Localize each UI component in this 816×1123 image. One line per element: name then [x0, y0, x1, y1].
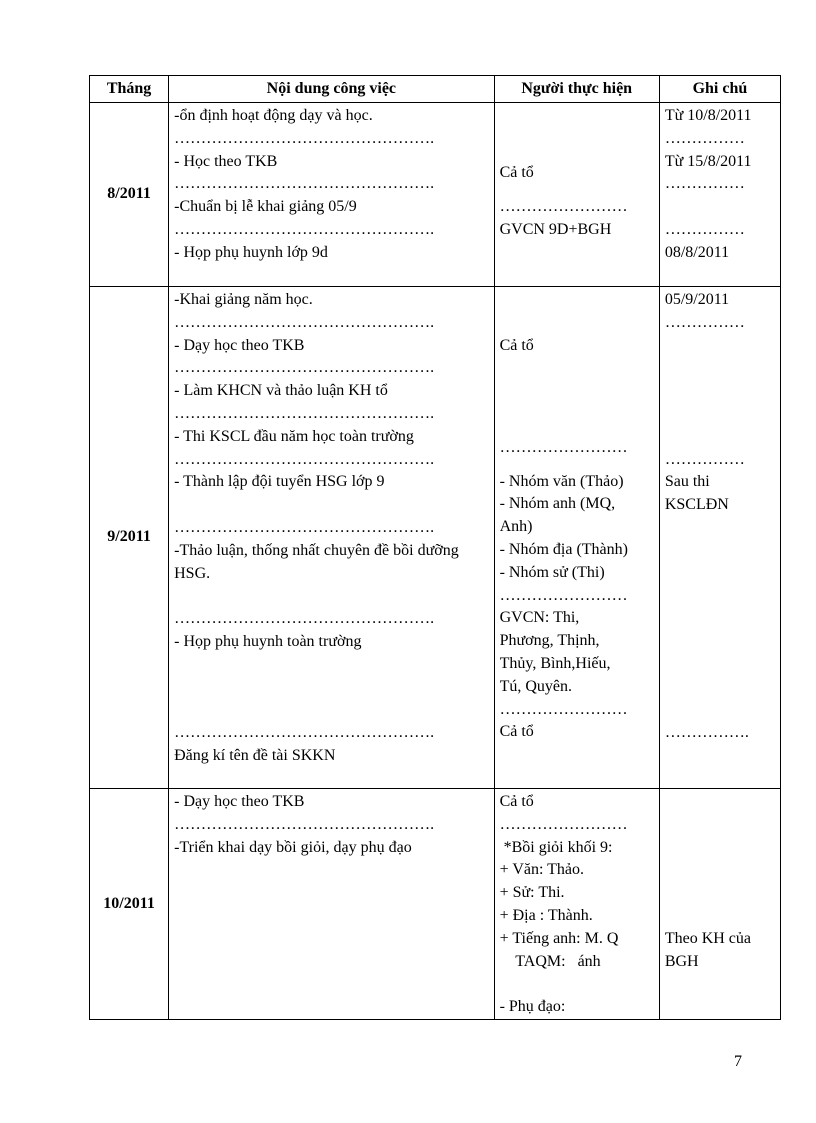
note-line: Sau thi	[664, 473, 710, 491]
content-line: -Chuẩn bị lễ khai giảng 05/9	[174, 198, 357, 216]
content-line: ………………………………………….	[174, 724, 435, 742]
person-line	[500, 105, 654, 128]
note-cell	[659, 789, 780, 1020]
work-plan-table	[89, 75, 781, 1020]
person-line: + Sử: Thi.	[499, 884, 565, 902]
note-line	[665, 996, 775, 1019]
person-line: TAQM: ánh	[499, 952, 601, 970]
person-line: Thủy, Bình,Hiếu,	[499, 654, 611, 672]
person-line: + Tiếng anh: M. Q	[499, 929, 619, 947]
table-row	[90, 103, 781, 287]
note-line	[665, 837, 775, 860]
note-line	[665, 608, 775, 631]
person-cell	[494, 789, 659, 1020]
note-cell	[659, 287, 780, 789]
content-line: ………………………………………….	[174, 220, 435, 238]
note-line: ……………	[664, 450, 745, 468]
person-line: Phương, Thịnh,	[499, 632, 600, 650]
note-line	[665, 677, 775, 700]
person-line: - Nhóm địa (Thành)	[499, 540, 628, 558]
person-line: Tú, Quyên.	[499, 677, 573, 695]
person-line: Anh)	[499, 518, 533, 536]
note-line	[665, 335, 775, 358]
person-line	[500, 312, 654, 335]
header-person: Người thực hiện	[494, 76, 659, 103]
person-line	[500, 289, 654, 312]
content-line: - Họp phụ huynh lớp 9d	[174, 243, 328, 261]
person-line: Cả tổ	[499, 337, 534, 355]
content-line: -ổn định hoạt động dạy và học.	[174, 107, 373, 124]
content-cell	[169, 287, 494, 789]
note-line	[665, 563, 775, 586]
person-line: ……………………	[499, 438, 628, 456]
table-row	[90, 287, 781, 789]
note-line	[665, 791, 775, 814]
note-line	[665, 859, 775, 882]
month-cell: 9/2011	[90, 287, 169, 789]
person-line	[500, 460, 654, 471]
person-line	[500, 185, 654, 196]
header-month: Tháng	[90, 76, 169, 103]
person-line	[500, 128, 654, 151]
content-line: - Dạy học theo TKB	[174, 793, 305, 810]
person-line: GVCN 9D+BGH	[499, 220, 612, 238]
note-line	[665, 357, 775, 380]
person-line	[500, 404, 654, 437]
person-line: ……………………	[499, 198, 628, 216]
content-line	[174, 654, 488, 677]
note-line	[665, 882, 775, 905]
person-line	[500, 973, 654, 996]
person-line: Cả tổ	[499, 723, 534, 741]
month-cell: 10/2011	[90, 789, 169, 1020]
note-line: BGH	[664, 952, 699, 970]
person-line	[500, 381, 654, 404]
content-line	[174, 699, 488, 722]
note-line: 08/8/2011	[664, 243, 730, 261]
note-line: Theo KH của	[664, 929, 751, 947]
note-line: Từ 10/8/2011	[664, 107, 752, 124]
header-note: Ghi chú	[659, 76, 780, 103]
note-line: ……………	[664, 175, 745, 193]
content-line: - Thành lập đội tuyển HSG lớp 9	[174, 473, 385, 491]
note-line	[665, 654, 775, 677]
content-line	[174, 585, 488, 608]
content-line: - Làm KHCN và thảo luận KH tổ	[174, 382, 388, 400]
person-line: - Nhóm anh (MQ,	[499, 495, 616, 513]
month-cell: 8/2011	[90, 103, 169, 287]
note-line	[665, 380, 775, 403]
table-header-row	[90, 76, 781, 103]
note-line: ……………	[664, 220, 745, 238]
person-line: ……………………	[499, 586, 628, 604]
content-line: - Họp phụ huynh toàn trường	[174, 632, 362, 650]
person-cell	[494, 287, 659, 789]
person-line: ……………………	[499, 815, 628, 833]
content-line: Đăng kí tên đề tài SKKN	[174, 746, 336, 764]
person-line: Cả tổ	[499, 793, 534, 810]
content-line: -Thảo luận, thống nhất chuyên đề bồi dưỡng HSG.	[174, 541, 459, 582]
note-line	[665, 196, 775, 219]
content-line	[174, 494, 488, 517]
note-line: …………….	[664, 724, 749, 742]
note-line: Từ 15/8/2011	[664, 152, 752, 170]
table-row	[90, 789, 781, 1020]
person-cell	[494, 103, 659, 287]
note-line	[665, 540, 775, 563]
note-line	[665, 426, 775, 449]
note-line	[665, 905, 775, 928]
note-line: 05/9/2011	[664, 291, 730, 308]
note-line	[665, 973, 775, 996]
content-line: ………………………………………….	[174, 359, 435, 377]
content-line: ………………………………………….	[174, 815, 435, 833]
content-line: -Triển khai dạy bồi giỏi, dạy phụ đạo	[174, 838, 412, 856]
person-line: ……………………	[499, 700, 628, 718]
note-line	[665, 631, 775, 654]
content-cell	[169, 103, 494, 287]
note-line	[665, 814, 775, 837]
content-line: ………………………………………….	[174, 404, 435, 422]
header-content: Nội dung công việc	[169, 76, 494, 103]
note-line: ……………	[664, 129, 745, 147]
content-cell	[169, 789, 494, 1020]
person-line: Cả tổ	[499, 164, 534, 182]
person-line: - Phụ đạo:	[499, 998, 566, 1016]
content-line: -Khai giảng năm học.	[174, 291, 313, 308]
note-line	[665, 699, 775, 722]
content-line: ………………………………………….	[174, 610, 435, 628]
person-line: + Văn: Thảo.	[499, 861, 584, 879]
content-line: ………………………………………….	[174, 129, 435, 147]
content-line: ………………………………………….	[174, 313, 435, 331]
note-line: ……………	[664, 313, 745, 331]
content-line: - Học theo TKB	[174, 152, 278, 170]
note-line	[665, 585, 775, 608]
person-line: + Địa : Thành.	[499, 906, 593, 924]
note-line	[665, 517, 775, 540]
person-line: - Nhóm văn (Thảo)	[499, 472, 624, 490]
note-cell	[659, 103, 780, 287]
content-line: ………………………………………….	[174, 518, 435, 536]
person-line: - Nhóm sử (Thi)	[499, 563, 605, 581]
page-number: 7	[734, 1053, 742, 1070]
content-line: - Dạy học theo TKB	[174, 336, 305, 354]
content-line	[174, 677, 488, 700]
person-line: *Bồi giỏi khối 9:	[499, 838, 613, 856]
note-line	[665, 403, 775, 426]
content-line: ………………………………………….	[174, 175, 435, 193]
content-line: - Thi KSCL đầu năm học toàn trường	[174, 427, 414, 445]
person-line	[500, 358, 654, 381]
note-line: KSCLĐN	[664, 496, 729, 514]
person-line: GVCN: Thi,	[499, 609, 580, 627]
content-line: ………………………………………….	[174, 450, 435, 468]
